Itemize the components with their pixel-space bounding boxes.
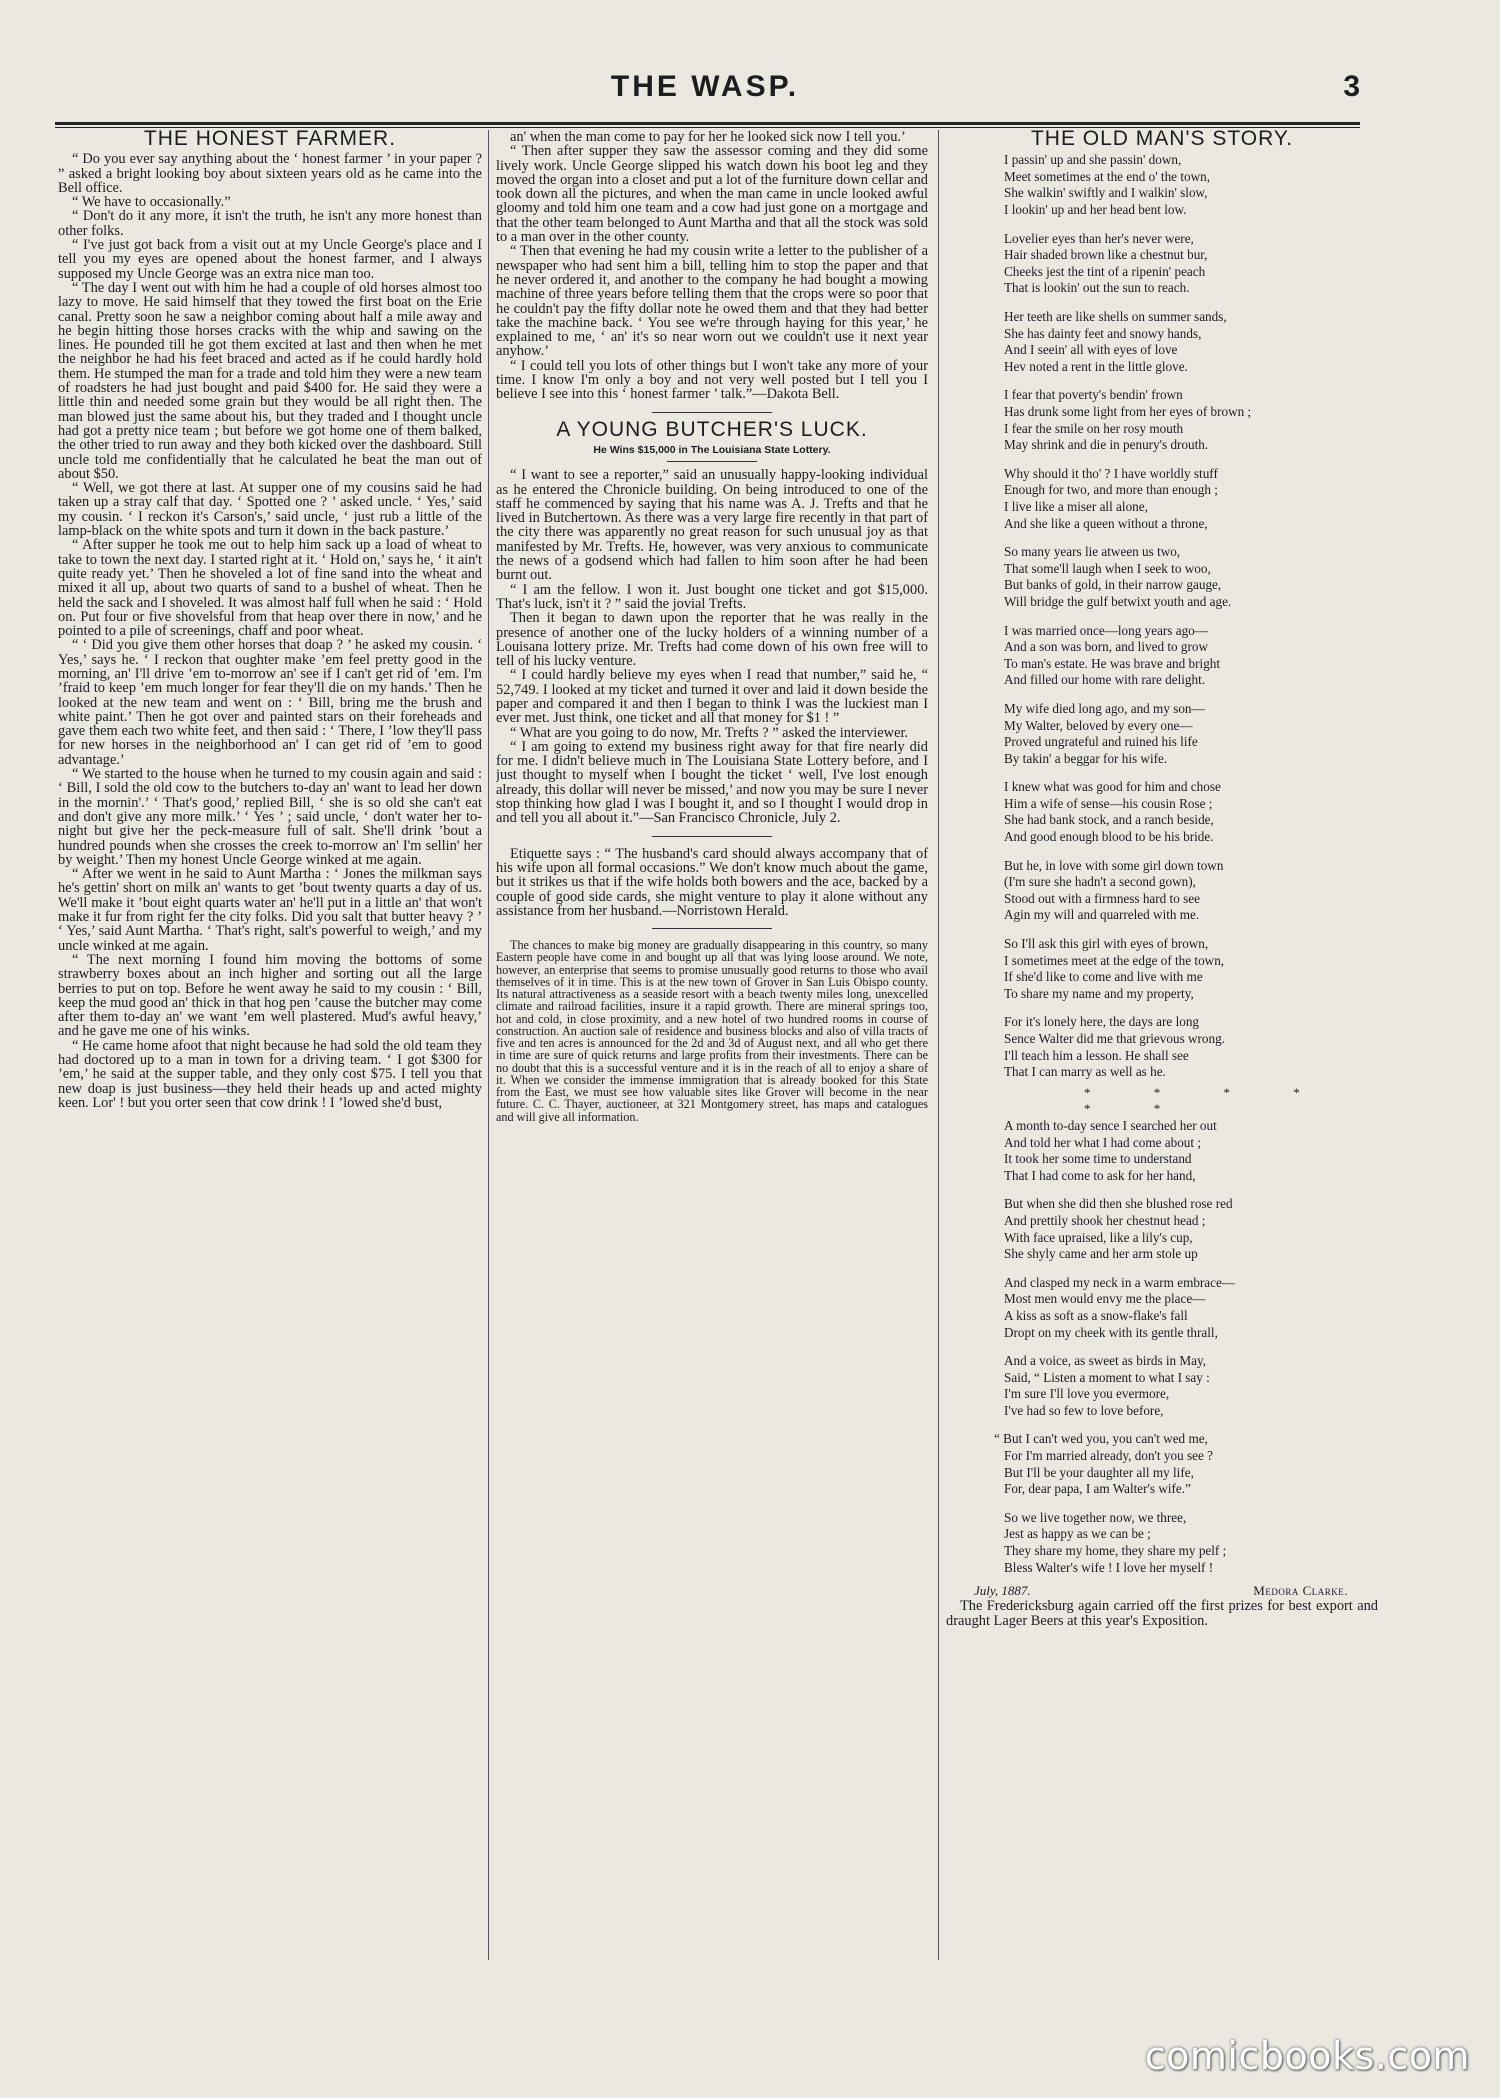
article-body-butcher bbox=[496, 468, 928, 825]
poem-stanza bbox=[1004, 858, 1378, 924]
paragraph: “ ‘ Did you give them other horses that doap ? ’ he asked my cousin. ‘ Yes,’ says he. ‘ I reckon that oughter make ’em feel pretty good in the morning, an' I'll drive ’em to-morrow an' see if I can't get rid of ’em. I'm ’fraid to keep ’em much longer for fear they'll die on my hands.’ Then he looked at the new team and went on : ‘ Bill, bring me the brush and white paint.’ Then he got over and painted stars on their foreheads and gave them each two white feet, and then said : ‘ There, I ’low they'll pass for new horses in the neighborhood an' I can get rid of ’em to good advantage.’ bbox=[58, 637, 482, 768]
paragraph: “ The day I went out with him he had a couple of old horses almost too lazy to move. He said himself that they towed the first boat on the Erie canal. Pretty soon he saw a neighbor coming about half a mile away and he begin hitting those horses cracks with the whip and sawing on the lines. He pounded till he got them excited at last and then when he met the neighbor he had his feet braced and acted as if he could hardly hold them. He stumped the man for a trade and told him they were a new team of roadsters he had just bought and paid $400 for. He said they were a little thin and needed some grain but they would be all right then. The man blowed just the same about his, but they traded and I thought uncle had got a pretty nice team ; but before we got home one of them balked, the other tried to run away and they both kicked over the dashboard. Still uncle told me confidentially that he calculated he beat the man out of about $50. bbox=[58, 279, 482, 482]
poem-line: I was married once—long years ago— bbox=[1004, 622, 1208, 638]
column-divider bbox=[938, 130, 939, 1960]
poem-line: That I had come to ask for her hand, bbox=[1004, 1167, 1196, 1183]
poem-line: My wife died long ago, and my son— bbox=[1004, 700, 1205, 716]
poem-line: And clasped my neck in a warm embrace— bbox=[1004, 1274, 1236, 1290]
column-divider bbox=[488, 130, 489, 1960]
poem-line: Sence Walter did me that grievous wrong. bbox=[1004, 1031, 1225, 1047]
poem-line: Her teeth are like shells on summer sands, bbox=[1004, 309, 1227, 325]
poem-line: I sometimes meet at the edge of the town, bbox=[1004, 952, 1225, 968]
poem-line: And a voice, as sweet as birds in May, bbox=[1004, 1353, 1207, 1369]
paragraph: “ The next morning I found him moving the bottoms of some strawberry boxes about an inch higher and sorting out all the large berries to put on top. Before he went away he said to my cousin : ‘ Bill, keep the mud good an' thick in that hog pen ’cause the butcher may come after them to-day an' we want ’em well plastered. Mud's awful heavy,’ and he gave me one of his winks. bbox=[58, 951, 482, 1040]
poem-signature bbox=[946, 1584, 1378, 1598]
etiquette-item: Etiquette says : “ The husband's card should always accompany that of his wife upon all formal occasions.” We don't know much about the game, but it strikes us that if the wife holds both bowers and the ace, backed by a couple of good side cards, she might venture to play it alone without any assistance from her husband.—Norristown Herald. bbox=[496, 845, 928, 919]
poem-stanza bbox=[1004, 1275, 1378, 1341]
poem-line: And I seein' all with eyes of love bbox=[1004, 342, 1178, 358]
paragraph: “ I am the fellow. I won it. Just bought one ticket and got $15,000. That's luck, isn't it ? ” said the jovial Trefts. bbox=[496, 581, 928, 612]
poem-line: Him a wife of sense—his cousin Rose ; bbox=[1004, 795, 1213, 811]
poem-line: So many years lie atween us two, bbox=[1004, 544, 1181, 560]
poem-line: I lookin' up and her head bent low. bbox=[1004, 202, 1187, 218]
paragraph: “ I could tell you lots of other things but I won't take any more of your time. I know I'm only a boy and not very well posted but I tell you I believe I see into this ‘ honest farmer ’ talk.”—Dakota Bell. bbox=[496, 357, 928, 403]
poem-stanza bbox=[1004, 623, 1378, 689]
poem-line: A month to-day sence I searched her out bbox=[1004, 1117, 1217, 1133]
poem-line: And prettily shook her chestnut head ; bbox=[1004, 1212, 1206, 1228]
poem-line: I live like a miser all alone, bbox=[1004, 498, 1148, 514]
page-number: 3 bbox=[1343, 70, 1360, 103]
poem-line: And told her what I had come about ; bbox=[1004, 1134, 1202, 1150]
paragraph: “ I am going to extend my business right away for that fire nearly did for me. I didn't believe much in The Louisiana State Lottery before, and I just thought to myself when I bought the ticket ‘ well, I've lost enough already, this dollar will never be missed,’ and now you may be sure I never stop thinking how glad I was I bought it, and so I thought I would drop in and tell you all about it.”—San Francisco Chronicle, July 2. bbox=[496, 738, 928, 827]
column-middle bbox=[496, 130, 928, 1970]
poem-line: I fear that poverty's bendin' frown bbox=[1004, 387, 1183, 403]
poem-line: She shyly came and her arm stole up bbox=[1004, 1246, 1198, 1262]
paragraph: “ What are you going to do now, Mr. Trefts ? ” asked the interviewer. bbox=[510, 724, 909, 741]
poem-line: She had bank stock, and a ranch beside, bbox=[1004, 812, 1214, 828]
watermark: comicbooks.com bbox=[1144, 2034, 1470, 2078]
poem-stanza bbox=[1004, 231, 1378, 297]
paragraph: “ Do you ever say anything about the ‘ honest farmer ’ in your paper ? ” asked a bright looking boy about sixteen years old as he came into the Bell office. bbox=[58, 151, 482, 196]
paragraph: “ Don't do it any more, it isn't the truth, he isn't any more honest than other folks. bbox=[58, 208, 482, 239]
article-title-butcher: A YOUNG BUTCHER'S LUCK. bbox=[556, 417, 868, 441]
poem-line: Has drunk some light from her eyes of brown ; bbox=[1004, 404, 1252, 420]
paragraph: “ After supper he took me out to help him sack up a load of wheat to take to town the next day. I started right at it. ‘ Hold on,’ says he, ‘ it ain't quite ready yet.’ Then he shoveled a lot of fine sand into the wheat and mixed it all up, about two quarts of sand to a bushel of wheat. Then he held the sack and I shoveled. It was almost half full when he said : ‘ Hold on. Put four or five shovelsful from that heap over there in now,’ and he pointed to a pile of screenings, chaff and poor wheat. bbox=[58, 537, 482, 640]
paragraph: Then it began to dawn upon the reporter that he was really in the presence of another one of the lucky holders of a winning number of a Louisana lottery prize. Mr. Trefts had come down of his own free will to tell of his lucky venture. bbox=[496, 610, 928, 670]
header-rule bbox=[55, 122, 1360, 128]
article-continuation-honest-farmer bbox=[496, 130, 928, 402]
poem-line: Most men would envy me the place— bbox=[1004, 1291, 1206, 1307]
poem-line: But when she did then she blushed rose red bbox=[1004, 1196, 1233, 1212]
poem-line: By takin' a beggar for his wife. bbox=[1004, 750, 1168, 766]
poem-line: I knew what was good for him and chose bbox=[1004, 779, 1221, 795]
poem-line: And good enough blood to be his bride. bbox=[1004, 829, 1214, 845]
paragraph: “ He came home afoot that night because he had sold the old team they had doctored up to a man in town for a driving team. ‘ I got $300 for ’em,’ he said at the supper table, and they only cost $75. I tell you that new doap is just business—they held their heads up and acted mighty keen. Lor' ! but you orter seen that cow drink ! I ’lowed she'd bust, bbox=[58, 1037, 482, 1111]
poem-line: But I'll be your daughter all my life, bbox=[1004, 1464, 1194, 1480]
poem-line: Enough for two, and more than enough ; bbox=[1004, 482, 1218, 498]
poem-line: And a son was born, and lived to grow bbox=[1004, 639, 1209, 655]
poem-stanza bbox=[1004, 466, 1378, 532]
poem-line: She has dainty feet and snowy hands, bbox=[1004, 325, 1202, 341]
poem-line: Jest as happy as we can be ; bbox=[1004, 1526, 1151, 1542]
poem-line: If she'd like to come and live with me bbox=[1004, 969, 1203, 985]
poem-line: Proved ungrateful and ruined his life bbox=[1004, 734, 1198, 750]
poem-line: She walkin' swiftly and I walkin' slow, bbox=[1004, 185, 1208, 201]
poem-line: Hev noted a rent in the little glove. bbox=[1004, 358, 1188, 374]
poem-line: And she like a queen without a throne, bbox=[1004, 515, 1208, 531]
poem-stanza bbox=[1004, 1510, 1378, 1576]
poem-body bbox=[946, 152, 1378, 1576]
publication-title: THE WASP. bbox=[610, 70, 800, 103]
poem-line: Agin my will and quarreled with me. bbox=[1004, 907, 1200, 923]
poem-stanza bbox=[994, 1431, 1378, 1497]
fredericksburg-notice: The Fredericksburg again carried off the first prizes for best export and draught Lager Beers at this year's Exposition. bbox=[946, 1597, 1378, 1629]
poem-line: But he, in love with some girl down town bbox=[1004, 857, 1224, 873]
poem-stanzas-part-two bbox=[994, 1117, 1378, 1576]
poem-author: Medora Clarke. bbox=[1253, 1583, 1348, 1599]
poem-line: Cheeks jest the tint of a ripenin' peach bbox=[1004, 263, 1206, 279]
poem-line: That some'll laugh when I seek to woo, bbox=[1004, 560, 1211, 576]
poem-line: They share my home, they share my pelf ; bbox=[1004, 1543, 1227, 1559]
poem-line: But banks of gold, in their narrow gauge, bbox=[1004, 577, 1222, 593]
poem-stanza bbox=[1004, 544, 1378, 610]
poem-line: With face upraised, like a lily's cup, bbox=[1004, 1229, 1193, 1245]
paragraph: “ I've just got back from a visit out at my Uncle George's place and I tell you my eyes are opened about the honest farmer, and I always supposed my Uncle George was an extra nice man too. bbox=[58, 237, 482, 282]
poem-line: I'm sure I'll love you evermore, bbox=[1004, 1386, 1170, 1402]
poem-line: May shrink and die in penury's drouth. bbox=[1004, 437, 1209, 453]
poem-line: For it's lonely here, the days are long bbox=[1004, 1014, 1200, 1030]
poem-line: Meet sometimes at the end o' the town, bbox=[1004, 168, 1211, 184]
poem-stanzas-part-one bbox=[1004, 152, 1378, 1081]
paragraph: “ Well, we got there at last. At supper one of my cousins said he had taken up a stray calf that day. ‘ Spotted one ? ’ asked uncle. ‘ Yes,’ said my cousin. ‘ I reckon it's Carson's,’ said uncle, ‘ just rub a little of the lamp-black on the white spots and turn it down in the back pasture.’ bbox=[58, 480, 482, 540]
poem-line: And filled our home with rare delight. bbox=[1004, 672, 1206, 688]
paragraph: “ We have to occasionally.” bbox=[72, 194, 231, 211]
masthead bbox=[50, 68, 1360, 108]
poem-line: It took her some time to understand bbox=[1004, 1151, 1192, 1167]
column-right bbox=[946, 130, 1378, 1970]
poem-line: A kiss as soft as a snow-flake's fall bbox=[1004, 1307, 1188, 1323]
section-stars: * * * * * * bbox=[1084, 1084, 1330, 1117]
poem-stanza bbox=[1004, 1196, 1378, 1262]
poem-stanza bbox=[1004, 309, 1378, 375]
poem-line: Dropt on my cheek with its gentle thrall, bbox=[1004, 1324, 1218, 1340]
article-subtitle-butcher: He Wins $15,000 in The Louisiana State Lottery. bbox=[593, 443, 831, 456]
poem-line: I fear the smile on her rosy mouth bbox=[1004, 420, 1184, 436]
poem-line: “ But I can't wed you, you can't wed me, bbox=[994, 1431, 1208, 1447]
poem-line: To share my name and my property, bbox=[1004, 985, 1194, 1001]
section-rule bbox=[652, 412, 772, 413]
poem-line: So I'll ask this girl with eyes of brown, bbox=[1004, 936, 1209, 952]
poem-line: My Walter, beloved by every one— bbox=[1004, 717, 1193, 733]
poem-stanza bbox=[1004, 1353, 1378, 1419]
poem-line: I've had so few to love before, bbox=[1004, 1402, 1164, 1418]
paragraph: “ After we went in he said to Aunt Martha : ‘ Jones the milkman says he's gettin' short on milk an' wants to get ’bout twenty quarts a day of us. We'll make it ’bout eight quarts water an' he'll put in a little an' that won't make it fur from right fer the city folks. Did you salt that butter heavy ? ’ ‘ Yes,’ said Aunt Martha. ‘ That's right, salt's powerful to weigh,’ and my uncle winked at me again. bbox=[58, 866, 482, 954]
subtitle-rule bbox=[667, 461, 757, 462]
poem-stanza bbox=[1004, 1118, 1378, 1184]
poem-stanza bbox=[1004, 152, 1378, 218]
article-title-honest-farmer: THE HONEST FARMER. bbox=[143, 130, 397, 150]
section-rule bbox=[652, 836, 772, 837]
poem-title: THE OLD MAN'S STORY. bbox=[1030, 130, 1294, 150]
poem-stanza bbox=[1004, 936, 1378, 1002]
paragraph: “ I want to see a reporter,” said an unusually happy-looking individual as he entered the Chronicle building. On being introduced to one of the staff he commenced by saying that his name was A. J. Trefts and that he lived in Butchertown. As there was a very large fire recently in that part of the city there was apparently no great reason for such unusual joy as that manifested by Mr. Trefts. He, however, was very anxious to communicate the news of a godsend which had fallen to him soon after he had been burnt out. bbox=[496, 467, 928, 584]
poem-line: So we live together now, we three, bbox=[1004, 1509, 1187, 1525]
poem-line: (I'm sure she hadn't a second gown), bbox=[1004, 874, 1196, 890]
poem-line: Bless Walter's wife ! I love her myself ! bbox=[1004, 1559, 1214, 1575]
poem-line: I'll teach him a lesson. He shall see bbox=[1004, 1047, 1189, 1063]
section-rule bbox=[652, 928, 772, 929]
column-left bbox=[58, 130, 482, 1970]
poem-line: I passin' up and she passin' down, bbox=[1004, 152, 1182, 168]
poem-line: That I can marry as well as he. bbox=[1004, 1064, 1166, 1080]
paragraph: “ Then after supper they saw the assessor coming and they did some lively work. Uncle George slipped his watch down his boot leg and they moved the organ into a closet and put a lot of the furniture down cellar and took down all the pictures, and when the man came in uncle looked awful gloomy and told him one team and a cow had just gone on a mortgage and that the other team belonged to Aunt Martha and that all the stock was sold to a man over in the other county. bbox=[496, 143, 928, 246]
poem-stanza bbox=[1004, 779, 1378, 845]
paragraph: “ I could hardly believe my eyes when I read that number,” said he, “ 52,749. I looked at my ticket and turned it over and laid it down beside the paper and compared it and then I began to think I was the luckiest man I ever met. Just think, one ticket and all that money for $1 ! ” bbox=[496, 667, 928, 727]
poem-line: Hair shaded brown like a chestnut bur, bbox=[1004, 247, 1208, 263]
paragraph: “ We started to the house when he turned to my cousin again and said : ‘ Bill, I sold the old cow to the butchers to-day an' want to lead her down in the mornin'.’ ‘ That's good,’ replied Bill, ‘ she is so old she can't eat and don't give any more milk.’ ‘ Yes ’ ; said uncle, ‘ don't water her to-night but give her the peck-measure full of salt. She'll drink ’bout a hundred pounds when she crosses the creek to-morrow an' I'm sellin' her by weight.’ Then my honest Uncle George winked at me again. bbox=[58, 766, 482, 868]
poem-stanza bbox=[1004, 701, 1378, 767]
poem-stanza bbox=[1004, 1014, 1378, 1080]
poem-line: To man's estate. He was brave and bright bbox=[1004, 655, 1221, 671]
poem-line: Lovelier eyes than her's never were, bbox=[1004, 230, 1194, 246]
poem-line: Said, “ Listen a moment to what I say : bbox=[1004, 1369, 1210, 1385]
poem-line: For, dear papa, I am Walter's wife.” bbox=[1004, 1481, 1191, 1497]
article-body-honest-farmer bbox=[58, 152, 482, 1110]
poem-line: Stood out with a firmness hard to see bbox=[1004, 890, 1200, 906]
paragraph: an' when the man come to pay for her he looked sick now I tell you.’ bbox=[510, 130, 906, 145]
poem-stanza bbox=[1004, 387, 1378, 453]
grover-advertisement: The chances to make big money are gradually disappearing in this country, so many Eastern people have come in and bought up all that was lying loose around. We note, however, an enterprise that seems to promise unusually good returns to those who avail themselves of it in time. This is at the new town of Grover in San Luis Obispo county. Its natural attractiveness as a seaside resort with a beach twenty miles long, unexcelled climate and railroad facilities, insure it a rapid growth. There are mineral springs too, hot and cold, in close proximity, and a new hotel of two hundred rooms in course of construction. An auction sale of residence and business blocks and also of villa tracts of five and ten acres is announced for the 2d and 3d of August next, and all who get there in time are sure of quick returns and large profits from their investments. There can be no doubt that this is a successful venture and it is in the reach of all to enjoy a share of it. When we consider the immense immigration that is already booked for this State from the East, we must see how valuable sites like Grover will become in the near future. C. C. Thayer, auctioneer, at 321 Montgomery street, has maps and catalogues and will give all information. bbox=[496, 938, 928, 1124]
poem-line: Why should it tho' ? I have worldly stuff bbox=[1004, 465, 1218, 481]
poem-date: July, 1887. bbox=[974, 1583, 1031, 1599]
poem-line: That is lookin' out the sun to reach. bbox=[1004, 280, 1190, 296]
poem-line: Will bridge the gulf betwixt youth and age. bbox=[1004, 593, 1232, 609]
poem-line: For I'm married already, don't you see ? bbox=[1004, 1448, 1213, 1464]
paragraph: “ Then that evening he had my cousin write a letter to the publisher of a newspaper who had sent him a bill, telling him to stop the paper and that he never ordered it, and another to the company he had bought a mowing machine of three years before telling them that the crops were so poor that he couldn't pay the fifty dollar note he owed them and that they had better take the machine back. ‘ You see we're through haying for this year,’ he explained to me, ‘ an' it's so near worn out we couldn't use it next year anyhow.’ bbox=[496, 243, 928, 360]
